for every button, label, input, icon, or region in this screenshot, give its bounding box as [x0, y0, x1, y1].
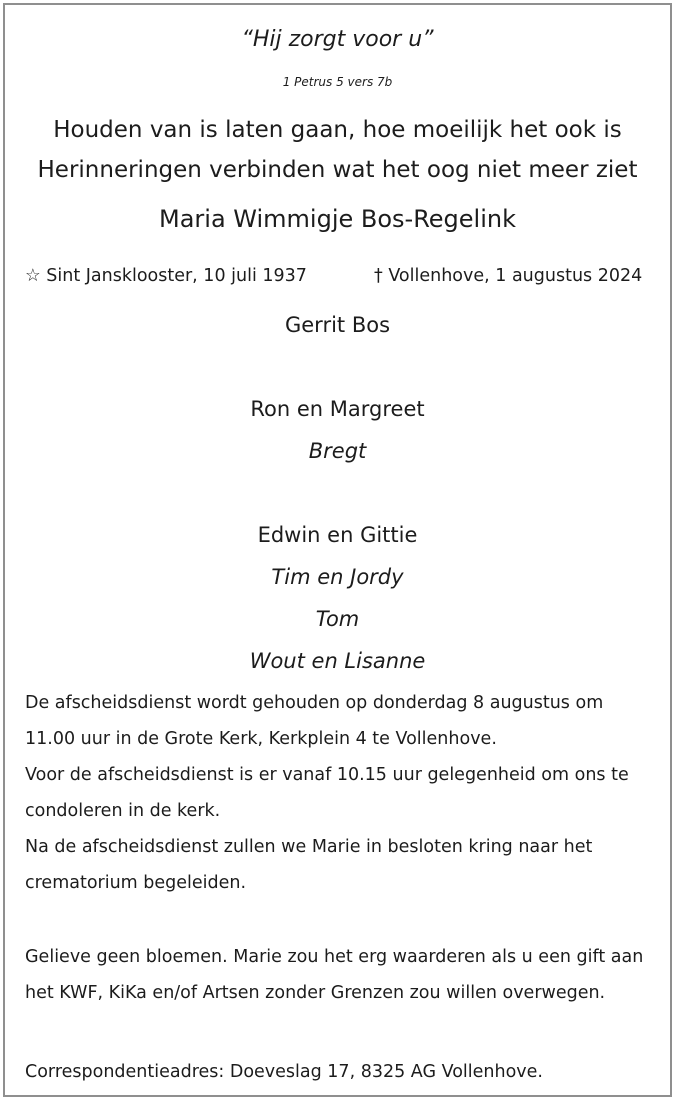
deceased-name: Maria Wimmigje Bos-Regelink — [159, 205, 516, 233]
poem-line: Herinneringen verbinden wat het oog niet meer ziet — [37, 157, 638, 183]
relative-parents: Edwin en Gittie — [257, 523, 418, 547]
motto-reference: 1 Petrus 5 vers 7b — [282, 75, 393, 89]
correspondence-address: Correspondentieadres: Doeveslag 17, 8325 AG Vollenhove. — [25, 1062, 543, 1082]
service-line: Voor de afscheidsdienst is er vanaf 10.15 uur gelegenheid om ons te — [25, 765, 629, 785]
relative-child: Bregt — [308, 439, 367, 463]
flowers-paragraph — [25, 939, 660, 1011]
death-info: † Vollenhove, 1 augustus 2024 — [374, 266, 643, 286]
relative-child: Wout en Lisanne — [249, 649, 426, 673]
service-paragraph — [25, 685, 660, 901]
service-line: crematorium begeleiden. — [25, 873, 247, 893]
spouse-name: Gerrit Bos — [284, 313, 391, 337]
flowers-line: Gelieve geen bloemen. Marie zou het erg waarderen als u een gift aan — [25, 947, 644, 967]
service-line: condoleren in de kerk. — [25, 801, 221, 821]
obituary-card — [3, 3, 672, 1097]
flowers-line: het KWF, KiKa en/of Artsen zonder Grenzen zou willen overwegen. — [25, 983, 606, 1003]
service-line: 11.00 uur in de Grote Kerk, Kerkplein 4 te Vollenhove. — [25, 729, 497, 749]
relative-child: Tom — [315, 607, 360, 631]
poem-line: Houden van is laten gaan, hoe moeilijk het ook is — [53, 117, 622, 143]
birth-info: ☆ Sint Jansklooster, 10 juli 1937 — [25, 266, 307, 286]
service-line: De afscheidsdienst wordt gehouden op donderdag 8 augustus om — [25, 693, 604, 713]
service-line: Na de afscheidsdienst zullen we Marie in besloten kring naar het — [25, 837, 593, 857]
relative-parents: Ron en Margreet — [250, 397, 425, 421]
motto: “Hij zorgt voor u” — [241, 27, 434, 52]
relative-child: Tim en Jordy — [271, 565, 404, 589]
